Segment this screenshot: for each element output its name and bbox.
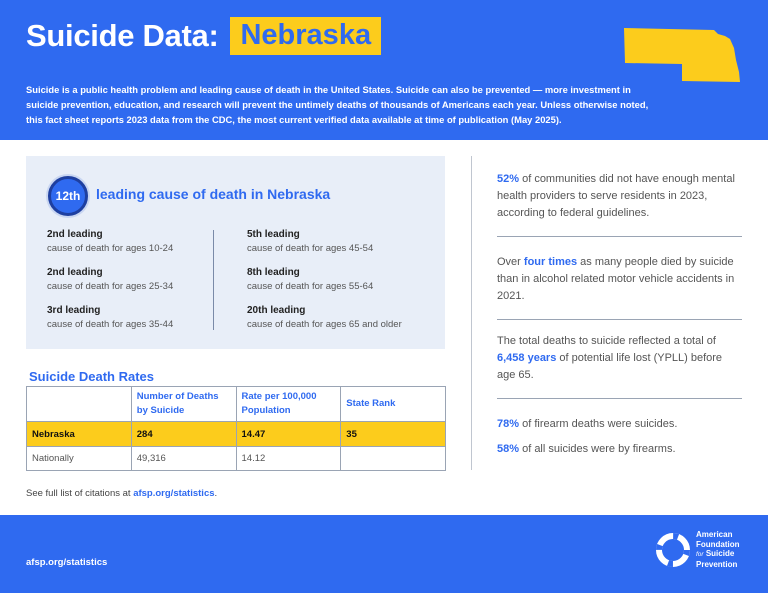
logo-line: Foundation [696,539,740,549]
nebraska-map-icon [622,26,742,88]
fact-highlight: 58% [497,443,520,455]
leading-rank: 20th leading [247,305,306,316]
leading-desc: cause of death for ages 55-64 [247,281,374,292]
table-header-row [27,387,446,422]
page-title [26,17,381,55]
header-banner [0,0,768,140]
citation-prefix: See full list of citations at [26,488,134,499]
leading-desc: cause of death for ages 65 and older [247,319,402,330]
suicide-rates-table [26,386,446,471]
fact-firearm-suicides [497,441,737,458]
table-cell [341,447,446,471]
fact-highlight: four times [523,256,578,268]
logo-for: for [696,551,704,558]
leading-rank: 2nd leading [47,267,103,278]
leading-heading: leading cause of death in Nebraska [96,186,331,202]
table-cell: 14.12 [236,447,341,471]
leading-rank: 2nd leading [47,229,103,240]
fact-text: of potential life lost (YPLL) before age 65. [497,352,723,381]
leading-item [247,304,402,342]
logo-line: Prevention [696,559,738,569]
leading-item [247,228,402,266]
logo-text [696,530,740,569]
table-cell: Nationally [27,447,132,471]
table-header-cell: Number of Deaths by Suicide [131,387,236,422]
table-header-cell: State Rank [341,387,446,422]
leading-item [47,266,173,304]
fact-text: as many people died by suicide than in alcohol related motor vehicle accidents in 2021. [497,256,735,302]
fact-text: Over [497,256,524,268]
fact-highlight: 6,458 years [497,352,557,364]
logo-line [696,549,740,560]
rates-title: Suicide Death Rates [29,369,154,384]
citation-suffix: . [214,488,218,499]
fact-alcohol [497,254,737,305]
leading-desc: cause of death for ages 10-24 [47,243,174,254]
afsp-logo [656,530,740,569]
leading-rank: 5th leading [247,229,300,240]
logo-word: Suicide [705,549,735,558]
intro-text: Suicide is a public health problem and leading cause of death in the United States. Suicide can also be prevented — more investment in suicide prevention, education, and research will prevent the untimely deaths of thousands of Americans each year. Unless otherwise noted, this fact sheet reports 2023 data from the CDC, the most current verified data available at time of publication (May 2025). [26,84,649,125]
leading-desc: cause of death for ages 45-54 [247,243,374,254]
column-divider [213,230,214,330]
fact-divider [497,398,742,399]
logo-line: American [696,530,733,539]
fact-divider [497,236,742,237]
footer-banner [0,515,768,593]
fact-text: The total deaths to suicide reflected a total of [497,335,716,347]
fact-highlight: 52% [497,173,520,185]
fact-text: of communities did not have enough mental health providers to serve residents in 2023, according to federal guidelines. [497,173,735,219]
fact-providers [497,171,737,222]
leading-rank: 8th leading [247,267,300,278]
fact-divider [497,319,742,320]
leading-column-left [47,228,173,342]
table-row [27,422,446,447]
leading-cause-panel [26,156,445,349]
title-state: Nebraska [230,17,381,55]
table-cell: 14.47 [236,422,341,447]
leading-rank: 3rd leading [47,305,101,316]
leading-item [247,266,402,304]
fact-text: of firearm deaths were suicides. [519,418,678,430]
table-header-cell: Rate per 100,000 Population [236,387,341,422]
citation-link[interactable]: afsp.org/statistics [133,488,215,499]
table-row [27,447,446,471]
vertical-divider [471,156,472,470]
table-cell: 49,316 [131,447,236,471]
leading-column-right [247,228,402,342]
fact-firearm-deaths [497,416,737,433]
leading-item [47,304,173,342]
table-header-cell [27,387,132,422]
citation-note [26,488,217,499]
table-cell: Nebraska [27,422,132,447]
fact-highlight: 78% [497,418,520,430]
leading-item [47,228,173,266]
leading-desc: cause of death for ages 35-44 [47,319,174,330]
rank-badge: 12th [48,176,88,216]
footer-link[interactable]: afsp.org/statistics [26,557,108,568]
title-main: Suicide Data: [26,18,219,53]
leading-desc: cause of death for ages 25-34 [47,281,174,292]
fact-ypll [497,333,737,384]
table-cell: 35 [341,422,446,447]
lifebuoy-icon [656,533,690,567]
table-cell: 284 [131,422,236,447]
fact-text: of all suicides were by firearms. [519,443,676,455]
